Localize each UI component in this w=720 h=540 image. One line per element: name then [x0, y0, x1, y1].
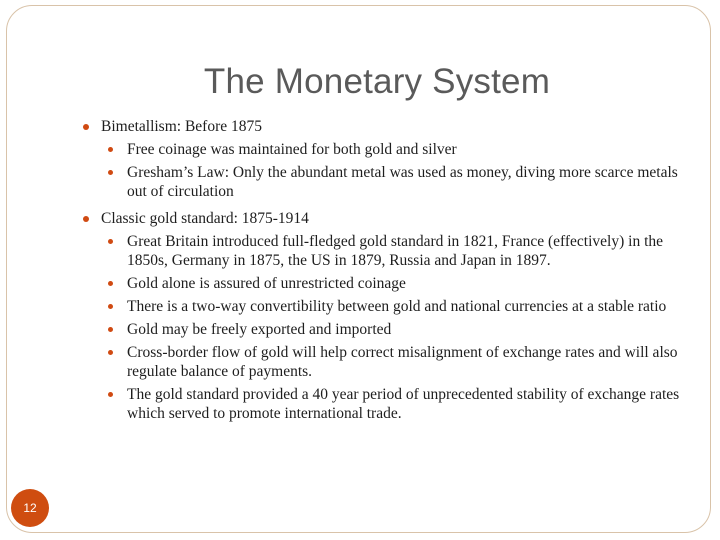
bullet-text: Gresham’s Law: Only the abundant metal was used as money, diving more scarce metals out of circulation — [127, 164, 678, 200]
slide-content — [82, 117, 682, 423]
bullet-dot-icon — [108, 239, 113, 244]
bullet-level1 — [82, 209, 682, 228]
bullet-text: Free coinage was maintained for both gold and silver — [127, 141, 457, 158]
bullet-dot-icon — [108, 350, 113, 355]
bullet-level2 — [104, 232, 682, 270]
bullet-dot-icon — [83, 124, 89, 130]
bullet-text: The gold standard provided a 40 year period of unprecedented stability of exchange rates which served to promote international trade. — [127, 386, 680, 422]
bullet-level2 — [104, 343, 682, 381]
slide-title: The Monetary System — [203, 62, 551, 101]
bullet-level2 — [104, 385, 682, 423]
bullet-level2 — [104, 297, 682, 316]
bullet-level2 — [104, 140, 682, 159]
bullet-dot-icon — [108, 392, 113, 397]
bullet-dot-icon — [108, 281, 113, 286]
page-number-badge: 12 — [11, 489, 49, 527]
bullet-text: Gold may be freely exported and imported — [127, 321, 392, 338]
bullet-dot-icon — [108, 170, 113, 175]
bullet-text: Cross-border flow of gold will help correct misalignment of exchange rates and will also regulate balance of payments. — [127, 344, 678, 380]
bullet-dot-icon — [83, 216, 89, 222]
bullet-dot-icon — [108, 147, 113, 152]
bullet-text: Gold alone is assured of unrestricted coinage — [127, 275, 406, 292]
section-heading: Bimetallism: Before 1875 — [101, 118, 263, 135]
bullet-level2 — [104, 320, 682, 339]
bullet-dot-icon — [108, 327, 113, 332]
section-heading: Classic gold standard: 1875-1914 — [101, 210, 309, 227]
section-gold-standard — [82, 209, 682, 423]
bullet-level1 — [82, 117, 682, 136]
bullet-level2 — [104, 274, 682, 293]
bullet-level2 — [104, 163, 682, 201]
bullet-text: There is a two-way convertibility between gold and national currencies at a stable ratio — [127, 298, 667, 315]
bullet-text: Great Britain introduced full-fledged gold standard in 1821, France (effectively) in the 1850s, Germany in 1875, the US in 1879, Russia and Japan in 1897. — [127, 233, 664, 269]
bullet-dot-icon — [108, 304, 113, 309]
section-bimetallism — [82, 117, 682, 201]
